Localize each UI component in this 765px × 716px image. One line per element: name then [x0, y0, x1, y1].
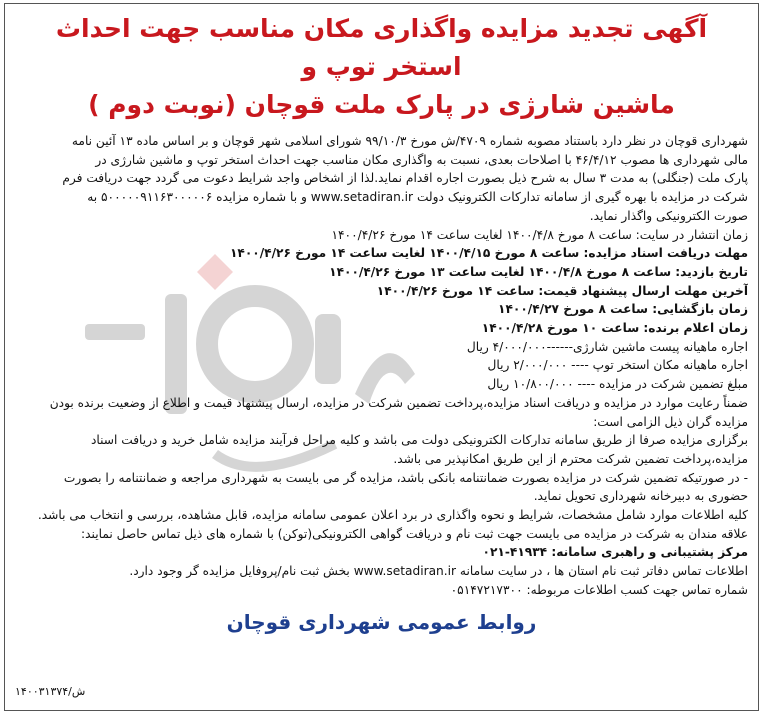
body-line: شهرداری قوچان در نظر دارد باستناد مصوبه شماره ۴۷۰۹/ش مورخ ۹۹/۱۰/۳ شورای اسلامی شهر قوچان و بر اساس ماده ۱۳ آئین نامه: [71, 134, 748, 148]
body-line: برگزاری مزایده صرفا از طریق سامانه تدارکات الکترونیکی دولت می باشد و کلیه مراحل فرآیند مزایده شامل خرید و دریافت اسناد: [90, 433, 748, 448]
body-line: پارک ملت (جنگلی) به مدت ۳ سال به شرح ذیل بصورت اجاره اقدام نماید.لذا از اشخاص واجد شرایط دعوت می گردد جهت دریافت فرم: [62, 171, 748, 186]
ad-frame: [4, 3, 759, 711]
footer-signature: روابط عمومی شهرداری قوچان: [226, 609, 537, 634]
body-line: مرکز پشتیبانی و راهبری سامانه: ۴۱۹۳۴-۰۲۱: [482, 545, 748, 560]
body-line: زمان بازگشایی: ساعت ۸ مورخ ۱۴۰۰/۴/۲۷: [498, 302, 748, 317]
body-line: اطلاعات تماس دفاتر ثبت نام استان ها ، در سایت سامانه www.setadiran.ir بخش ثبت نام/پروفایل مزایده گر وجود دارد.: [129, 564, 748, 579]
title-line-2: ماشین شارژی در پارک ملت قوچان (نوبت دوم ): [88, 90, 675, 119]
body-line: مالی شهرداری ها مصوب ۴۶/۴/۱۲ با اصلاحات بعدی، نسبت به واگذاری مکان مناسب جهت احداث استخر توپ و ماشین شارژی در: [95, 152, 748, 167]
body-line: کلیه اطلاعات موارد شامل مشخصات، شرایط و نحوه واگذاری در برد اعلان عمومی سامانه مزایده، قابل مشاهده، بررسی و انتخاب می باشد.: [37, 508, 748, 523]
title-line-1: آگهی تجدید مزایده واگذاری مکان مناسب جهت احداث استخر توپ و: [55, 14, 708, 81]
body-line: مبلغ تضمین شرکت در مزایده ---- ۱۰/۸۰۰/۰۰۰ ریال: [487, 377, 748, 392]
body-line: مزایده،پرداخت تضمین شرکت محترم از این طریق امکانپذیر می باشد.: [393, 451, 748, 466]
ad-body: [15, 132, 748, 600]
ad-title: [15, 10, 748, 124]
body-line: ضمناً رعایت موارد در مزایده و دریافت اسناد مزایده،پرداخت تضمین شرکت در مزایده، ارسال پیشنهاد قیمت و اطلاع از وضعیت برنده بودن: [49, 395, 748, 410]
body-line: شرکت در مزایده با بهره گیری از سامانه تدارکات الکترونیک دولت www.setadiran.ir و با شماره مزایده ۵۰۰۰۰۰۹۱۱۶۳۰۰۰۰۰۶ به: [87, 190, 748, 205]
body-line: - در صورتیکه تضمین شرکت در مزایده بصورت ضمانتنامه بانکی باشد، مزایده گر می بایست به شهرداری مراجعه و ضمانتنامه را بصورت: [63, 470, 748, 485]
body-line: اجاره ماهیانه پیست ماشین شارژی------۴/۰۰۰/۰۰۰ ریال: [466, 339, 748, 354]
body-line: تاریخ بازدید: ساعت ۸ مورخ ۱۴۰۰/۴/۸ لغایت ساعت ۱۳ مورخ ۱۴۰۰/۴/۲۶: [329, 264, 748, 279]
body-line: علاقه مندان به شرکت در مزایده می بایست جهت ثبت نام و دریافت گواهی الکترونیکی(توکن) با شماره های ذیل تماس حاصل نمایند:: [81, 526, 748, 541]
ad-content: [15, 10, 748, 634]
ad-code: ۱۴۰۰۳۱۳۷۴/ش: [15, 685, 86, 698]
body-line: زمان انتشار در سایت: ساعت ۸ مورخ ۱۴۰۰/۴/۸ لغایت ساعت ۱۴ مورخ ۱۴۰۰/۴/۲۶: [331, 227, 748, 242]
body-line: شماره تماس جهت کسب اطلاعات مربوطه: ۰۵۱۴۷۲۱۷۳۰۰: [450, 582, 748, 597]
body-line: حضوری به دبیرخانه شهرداری تحویل نماید.: [533, 489, 748, 504]
body-line: مهلت دریافت اسناد مزایده: ساعت ۸ مورخ ۱۴۰۰/۴/۱۵ لغایت ساعت ۱۴ مورخ ۱۴۰۰/۴/۲۶: [229, 246, 748, 261]
body-line: آخرین مهلت ارسال پیشنهاد قیمت: ساعت ۱۴ مورخ ۱۴۰۰/۴/۲۶: [376, 283, 748, 298]
body-line: مزایده گران ذیل الزامی است:: [593, 414, 748, 429]
body-line: زمان اعلام برنده: ساعت ۱۰ مورخ ۱۴۰۰/۴/۲۸: [481, 321, 748, 336]
body-line: صورت الکترونیکی واگذار نماید.: [589, 208, 748, 223]
body-line: اجاره ماهیانه مکان استخر توپ ---- ۲/۰۰۰/۰۰۰ ریال: [487, 358, 748, 373]
